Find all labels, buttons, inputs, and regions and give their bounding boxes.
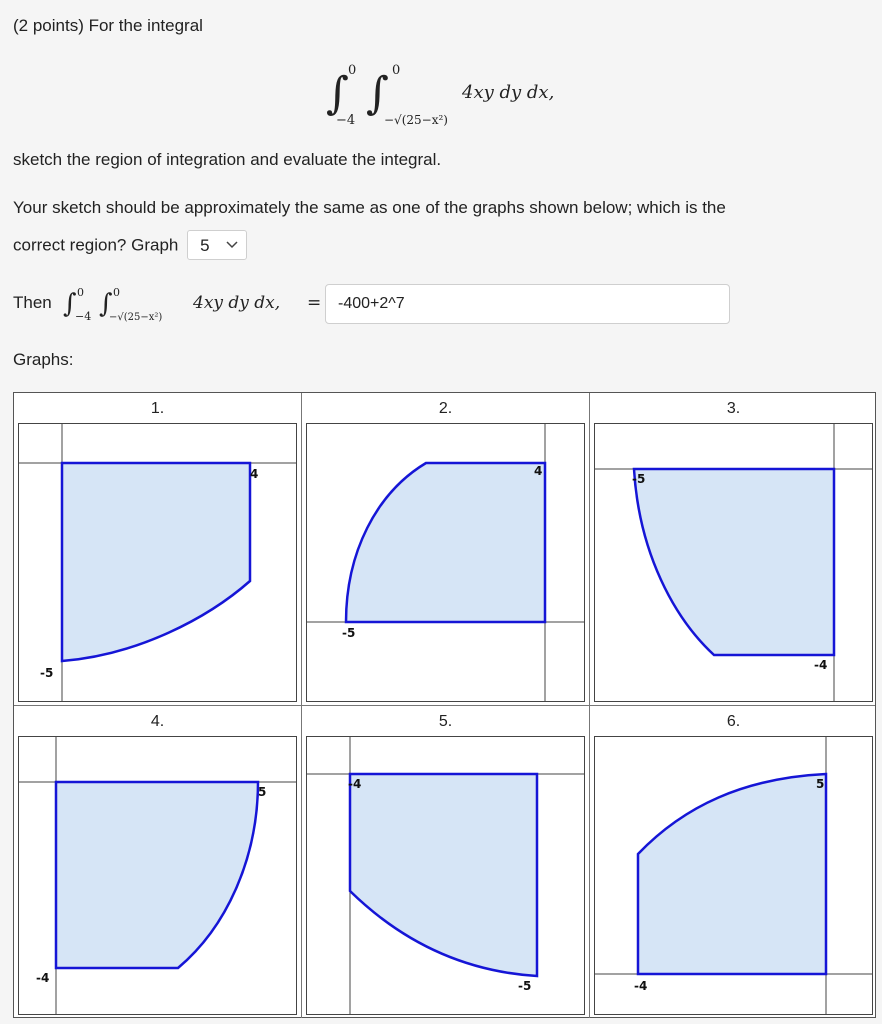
then-label: Then [13, 293, 52, 312]
tick-label: 5 [258, 785, 267, 799]
outer-lower-limit: −4 [336, 113, 356, 128]
graph-select[interactable] [187, 230, 247, 260]
tick-label: -5 [40, 666, 54, 680]
tick-label: -5 [632, 472, 646, 486]
approx-instruction: Your sketch should be approximately the same as one of the graphs shown below; which is the [13, 198, 726, 217]
tick-label: 5 [816, 777, 825, 791]
tick-label: -5 [342, 626, 356, 640]
graph-label: 6. [726, 713, 741, 730]
region-question-text: correct region? Graph [13, 235, 179, 255]
svg-text:∫: ∫ [366, 68, 389, 119]
tick-label: 4 [534, 464, 543, 478]
question-prompt: (2 points) For the integral [13, 16, 203, 35]
tick-label: -4 [36, 971, 50, 985]
sketch-instruction: sketch the region of integration and evaluate the integral. [13, 150, 442, 169]
inline-inner-upper: 0 [113, 286, 120, 299]
graph-select-value: 5 [200, 236, 210, 255]
graph-plot [306, 736, 585, 1015]
graph-option-2 [302, 393, 589, 705]
integrand: 4xy dy dx, [462, 82, 555, 103]
inline-outer-lower: −4 [75, 310, 92, 323]
graph-label: 4. [150, 713, 165, 730]
tick-label: -4 [634, 979, 648, 993]
region-question [13, 231, 247, 261]
graph-plot [306, 423, 585, 702]
graph-option-3 [590, 393, 877, 705]
answer-input[interactable] [325, 284, 730, 324]
graph-label: 3. [726, 400, 741, 417]
inline-integrand: 4xy dy dx, [193, 293, 281, 313]
graph-plot [594, 423, 873, 702]
chevron-down-icon [225, 237, 239, 251]
tick-label: 4 [250, 467, 259, 481]
tick-label: -5 [518, 979, 532, 993]
equals-sign: = [307, 293, 322, 313]
integral-display [322, 58, 622, 128]
graph-label: 1. [150, 400, 165, 417]
graph-label: 2. [438, 400, 453, 417]
graph-option-4 [14, 706, 301, 1018]
answer-equation [13, 282, 353, 326]
svg-text:∫: ∫ [99, 289, 113, 319]
tick-label: -4 [348, 777, 362, 791]
inline-outer-upper: 0 [77, 286, 84, 299]
graphs-table [13, 392, 876, 1018]
inner-upper-limit: 0 [392, 63, 401, 78]
graph-option-1 [14, 393, 301, 705]
graph-option-6 [590, 706, 877, 1018]
graph-label: 5. [438, 713, 453, 730]
graphs-label: Graphs: [13, 350, 74, 369]
graph-plot [18, 736, 297, 1015]
graph-plot [594, 736, 873, 1015]
graph-option-5 [302, 706, 589, 1018]
inline-inner-lower: −√(25−x²) [109, 312, 163, 323]
outer-upper-limit: 0 [348, 63, 357, 78]
graph-plot [18, 423, 297, 702]
svg-text:∫: ∫ [63, 289, 77, 319]
tick-label: -4 [814, 658, 828, 672]
inner-lower-limit: −√(25−x²) [384, 113, 448, 127]
svg-text:∫: ∫ [326, 68, 349, 119]
